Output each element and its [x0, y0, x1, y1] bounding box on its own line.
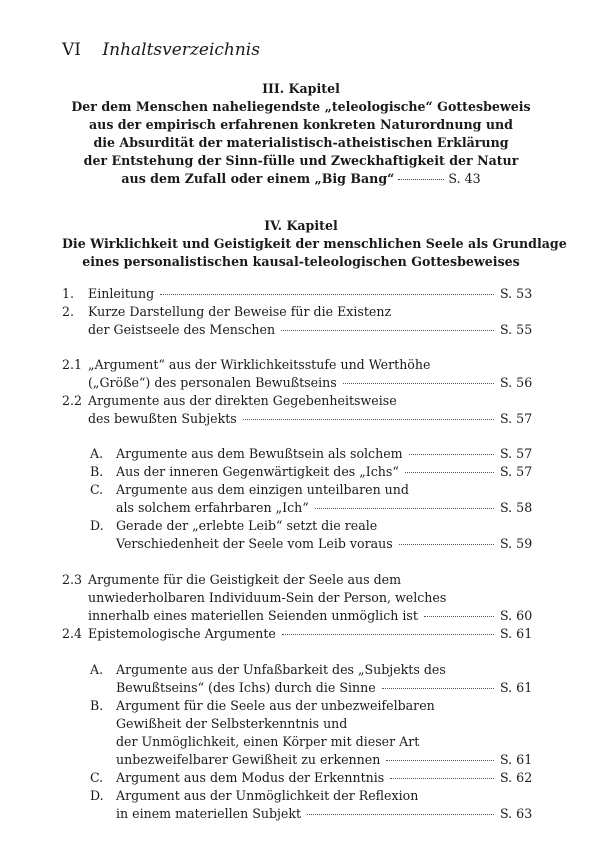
entry-number: B. [90, 464, 104, 479]
leader-dots [405, 472, 494, 473]
entry-last-line [116, 463, 540, 481]
chapter-number: III. Kapitel [262, 81, 340, 96]
leader-dots [315, 508, 494, 509]
entry-text [116, 787, 540, 823]
entry-line: Gewißheit der Selbsterkenntnis und [116, 716, 348, 731]
entry-line: unwiederholbaren Individuum-Sein der Person, welches [88, 590, 447, 605]
page-number: S. 53 [500, 286, 533, 301]
entry-line: Bewußtseins“ (des Ichs) durch die Sinne [116, 680, 376, 695]
page-number: S. 61 [500, 680, 533, 695]
page-numeral: VI [62, 40, 81, 60]
chapter-title-line: der Entstehung der Sinn-fülle und Zweckhaftigkeit der Natur [83, 153, 519, 168]
running-title: Inhaltsverzeichnis [102, 40, 260, 60]
entry-number: 2.3 [62, 572, 83, 587]
entry-last-line [88, 285, 540, 303]
toc-entry [62, 356, 540, 392]
chapter-title-line: Der dem Menschen naheliegendste „teleologische“ Gottesbeweis [71, 99, 531, 114]
entry-last-line [116, 805, 540, 823]
leader-dots [399, 544, 494, 545]
page-number: S. 58 [500, 500, 533, 515]
leader-dots [424, 616, 494, 617]
toc-entry [62, 463, 540, 481]
toc-entry [62, 661, 540, 697]
entry-line: Argument aus dem Modus der Erkenntnis [116, 770, 385, 785]
entry-line: Verschiedenheit der Seele vom Leib voraus [116, 536, 393, 551]
toc-entry [62, 697, 540, 769]
entry-line: als solchem erfahrbaren „Ich“ [116, 500, 309, 515]
toc-entry [62, 303, 540, 339]
entry-line: Argument für die Seele aus der unbezweifelbaren [116, 698, 435, 713]
entry-line: des bewußten Subjekts [88, 411, 237, 426]
entry-number: A. [90, 446, 104, 461]
entry-last-line [116, 535, 540, 553]
entry-text [116, 445, 540, 463]
entry-line: in einem materiellen Subjekt [116, 806, 302, 821]
page-number: S. 62 [500, 770, 533, 785]
entry-text [88, 625, 540, 643]
entry-text [88, 303, 540, 339]
entry-line: „Argument“ aus der Wirklichkeitsstufe und Werthöhe [88, 357, 431, 372]
entry-text [116, 661, 540, 697]
entry-number: C. [90, 482, 104, 497]
entry-text [88, 356, 540, 392]
entry-text [116, 697, 540, 769]
leader-dots [382, 688, 494, 689]
toc-entry [62, 445, 540, 463]
entry-line: Einleitung [88, 286, 155, 301]
entry-last-line [88, 607, 540, 625]
entry-line: Argumente für die Geistigkeit der Seele aus dem [88, 572, 402, 587]
chapter-title-line: die Absurdität der materialistisch-atheistischen Erklärung [93, 135, 509, 150]
entry-last-line [116, 679, 540, 697]
entry-number: D. [90, 788, 104, 803]
entry-line: Argument aus der Unmöglichkeit der Reflexion [116, 788, 419, 803]
entry-last-line [116, 751, 540, 769]
entry-number: B. [90, 698, 104, 713]
toc-entry [62, 517, 540, 553]
chapter-title-text: aus dem Zufall oder einem „Big Bang“ [121, 171, 395, 186]
page-number: S. 43 [448, 171, 481, 186]
entry-line: innerhalb eines materiellen Seienden unmöglich ist [88, 608, 418, 623]
page-number: S. 56 [500, 375, 533, 390]
entry-last-line [116, 499, 540, 517]
entry-last-line [116, 769, 540, 787]
page-number: S. 57 [500, 411, 533, 426]
leader-dots [398, 179, 444, 180]
leader-dots [282, 634, 494, 635]
entry-line: der Geistseele des Menschen [88, 322, 276, 337]
entry-line: Argumente aus der Unfaßbarkeit des „Subjekts des [116, 662, 446, 677]
page-number: S. 59 [500, 536, 533, 551]
page-number: S. 63 [500, 806, 533, 821]
chapter-3-heading [62, 80, 540, 188]
leader-dots [343, 383, 494, 384]
entry-line: Epistemologische Argumente [88, 626, 276, 641]
entry-number: 2.4 [62, 626, 83, 641]
entry-line: („Größe“) des personalen Bewußtseins [88, 375, 337, 390]
chapter-title-line: aus der empirisch erfahrenen konkreten Naturordnung und [89, 117, 513, 132]
entry-number: C. [90, 770, 104, 785]
entry-last-line [116, 445, 540, 463]
toc-entry [62, 625, 540, 643]
toc-entry [62, 285, 540, 303]
entry-last-line [88, 321, 540, 339]
entry-text [116, 463, 540, 481]
page-number: S. 57 [500, 464, 533, 479]
leader-dots [307, 814, 494, 815]
page-number: S. 61 [500, 752, 533, 767]
page-number: S. 60 [500, 608, 533, 623]
entry-line: Kurze Darstellung der Beweise für die Existenz [88, 304, 392, 319]
entry-text [116, 517, 540, 553]
entry-last-line [88, 625, 540, 643]
entry-line: unbezweifelbarer Gewißheit zu erkennen [116, 752, 381, 767]
page-number: S. 55 [500, 322, 533, 337]
chapter-title-last-line [62, 170, 540, 188]
toc-entry [62, 769, 540, 787]
toc-entry [62, 481, 540, 517]
entry-line: Aus der inneren Gegenwärtigkeit des „Ichs“ [116, 464, 399, 479]
page-number: S. 57 [500, 446, 533, 461]
entry-text [88, 571, 540, 625]
entry-number: 2.2 [62, 393, 83, 408]
chapter-number: IV. Kapitel [264, 218, 338, 233]
chapter-4-heading [62, 217, 567, 271]
leader-dots [281, 330, 494, 331]
entry-number: D. [90, 518, 104, 533]
entry-text [88, 392, 540, 428]
entry-last-line [88, 410, 540, 428]
entry-last-line [88, 374, 540, 392]
entry-line: Argumente aus dem Bewußtsein als solchem [116, 446, 403, 461]
entry-number: 1. [62, 286, 75, 301]
toc-entry [62, 787, 540, 823]
leader-dots [390, 778, 494, 779]
toc-entry [62, 571, 540, 625]
page-number: S. 61 [500, 626, 533, 641]
leader-dots [409, 454, 494, 455]
leader-dots [243, 419, 494, 420]
entry-line: Argumente aus der direkten Gegebenheitsweise [88, 393, 397, 408]
leader-dots [160, 294, 494, 295]
running-head [62, 40, 260, 60]
entry-number: 2. [62, 304, 75, 319]
entry-text [116, 481, 540, 517]
leader-dots [386, 760, 494, 761]
entry-number: A. [90, 662, 104, 677]
chapter-title-line: Die Wirklichkeit und Geistigkeit der menschlichen Seele als Grundlage [62, 236, 567, 251]
entry-number: 2.1 [62, 357, 83, 372]
entry-line: der Unmöglichkeit, einen Körper mit dieser Art [116, 734, 420, 749]
entry-text [116, 769, 540, 787]
chapter-title-line: eines personalistischen kausal-teleologischen Gottesbeweises [82, 254, 520, 269]
entry-line: Gerade der „erlebte Leib“ setzt die reale [116, 518, 378, 533]
entry-text [88, 285, 540, 303]
toc-entry [62, 392, 540, 428]
entry-line: Argumente aus dem einzigen unteilbaren und [116, 482, 409, 497]
